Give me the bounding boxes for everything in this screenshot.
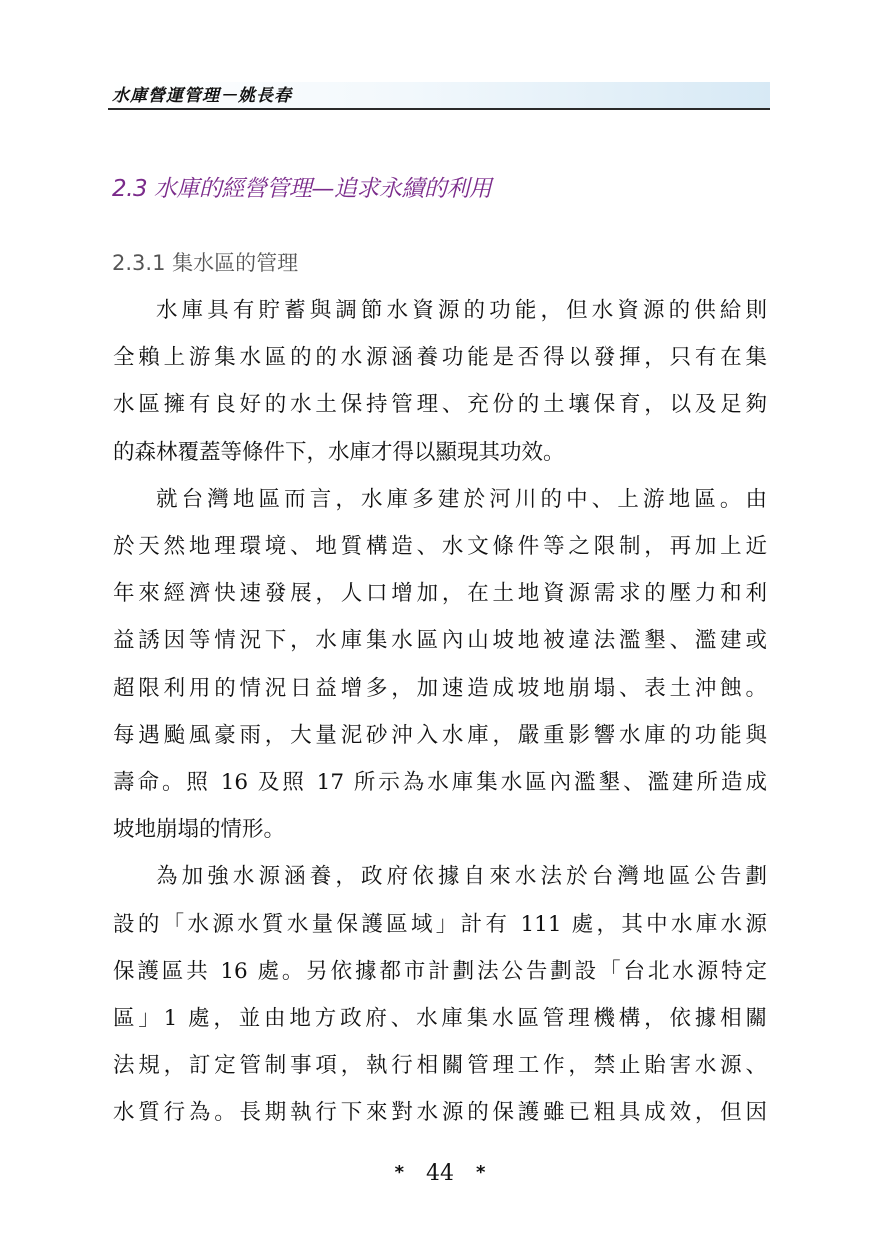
text-line: 壽命。照 16 及照 17 所示為水庫集水區內濫墾、濫建所造成 bbox=[113, 770, 767, 796]
text-line: 年來經濟快速發展，人口增加，在土地資源需求的壓力和利 bbox=[113, 581, 767, 607]
text-line: 的森林覆蓋等條件下，水庫才得以顯現其功效。 bbox=[113, 439, 565, 465]
text-line: 水庫具有貯蓄與調節水資源的功能，但水資源的供給則 bbox=[156, 298, 767, 323]
star-ornament-left: * bbox=[394, 1162, 404, 1183]
text-line: 就台灣地區而言，水庫多建於河川的中、上游地區。由 bbox=[156, 486, 767, 512]
text-line: 保護區共 16 處。另依據都市計劃法公告劃設「台北水源特定 bbox=[113, 958, 767, 984]
paragraph-1 bbox=[113, 287, 767, 476]
text-line: 全賴上游集水區的的水源涵養功能是否得以發揮，只有在集 bbox=[113, 345, 767, 371]
paragraph-3 bbox=[113, 853, 767, 1136]
body-text bbox=[113, 287, 767, 1137]
text-line: 坡地崩塌的情形。 bbox=[113, 817, 286, 843]
paragraph-2 bbox=[113, 476, 767, 854]
running-header-title: 水庫營運管理－姚長春 bbox=[112, 86, 292, 106]
star-ornament-right: * bbox=[476, 1162, 486, 1183]
subsection-title: 2.3.1 集水區的管理 bbox=[112, 251, 299, 275]
section-title: 2.3 水庫的經營管理—追求永續的利用 bbox=[112, 176, 492, 202]
header-rule bbox=[108, 108, 770, 110]
text-line: 於天然地理環境、地質構造、水文條件等之限制，再加上近 bbox=[113, 534, 767, 560]
text-line: 法規，訂定管制事項，執行相關管理工作，禁止貽害水源、 bbox=[113, 1053, 767, 1079]
text-line: 水區擁有良好的水土保持管理、充份的土壤保育，以及足夠 bbox=[113, 392, 767, 418]
page-number: 44 bbox=[426, 1161, 454, 1186]
text-line: 區」1 處，並由地方政府、水庫集水區管理機構，依據相關 bbox=[113, 1006, 767, 1032]
text-line: 水質行為。長期執行下來對水源的保護雖已粗具成效，但因 bbox=[113, 1100, 767, 1126]
text-line: 益誘因等情況下，水庫集水區內山坡地被違法濫墾、濫建或 bbox=[113, 628, 767, 654]
text-line: 為加強水源涵養，政府依據自來水法於台灣地區公告劃 bbox=[156, 864, 767, 890]
page-footer bbox=[0, 1158, 880, 1189]
text-line: 每遇颱風豪雨，大量泥砂沖入水庫，嚴重影響水庫的功能與 bbox=[113, 722, 767, 748]
text-line: 超限利用的情況日益增多，加速造成坡地崩塌、表土沖蝕。 bbox=[113, 675, 767, 701]
text-line: 設的「水源水質水量保護區域」計有 111 處，其中水庫水源 bbox=[113, 911, 767, 937]
